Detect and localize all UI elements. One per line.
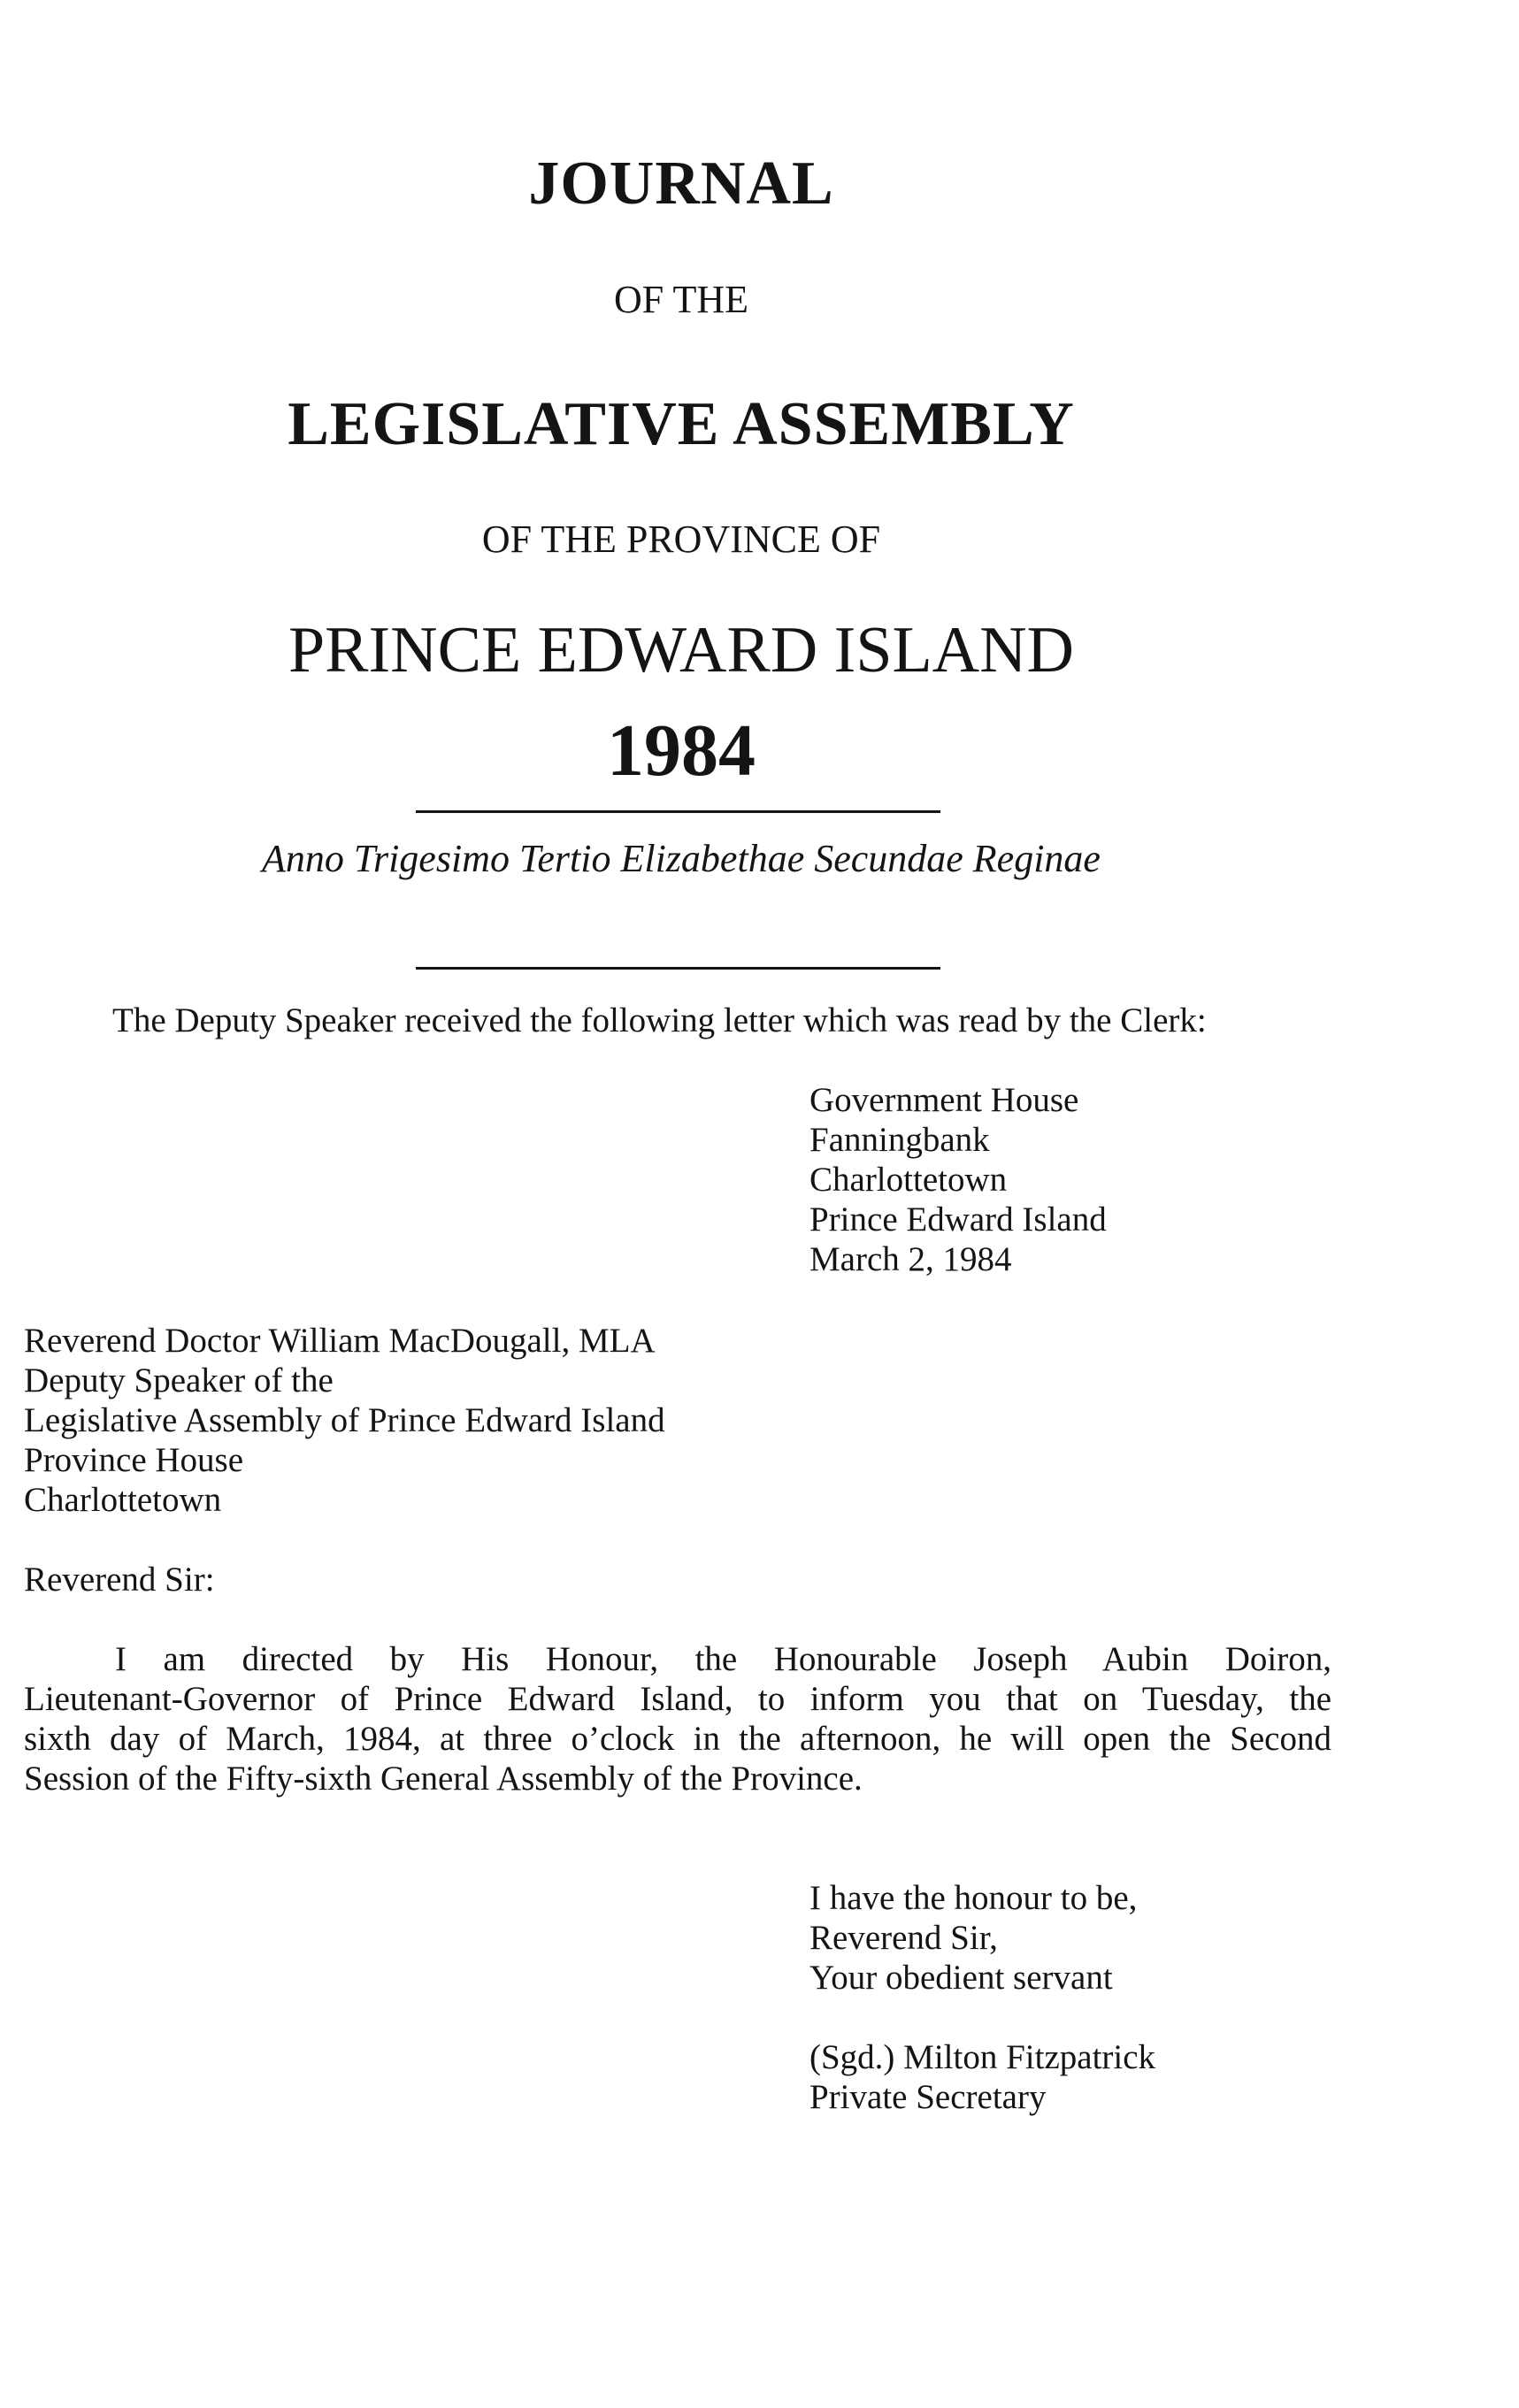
recipient-address-line: Charlottetown (24, 1481, 222, 1519)
signature-block (809, 2037, 1155, 2117)
signatory-name: (Sgd.) Milton Fitzpatrick (809, 2038, 1156, 2076)
salutation: Reverend Sir: (24, 1561, 215, 1599)
intro-sentence: The Deputy Speaker received the following letter which was read by the Clerk: (112, 1001, 1207, 1039)
letter-body-line: sixth day of March, 1984, at three o’clock in the afternoon, he will open the Second (24, 1720, 1331, 1758)
sender-address-line: Fanningbank (809, 1121, 990, 1159)
sender-address (809, 1080, 1107, 1279)
closing-line: Reverend Sir, (809, 1919, 998, 1957)
divider-rule-bottom (416, 967, 940, 970)
journal-year: 1984 (607, 709, 756, 792)
legislative-assembly-heading: LEGISLATIVE ASSEMBLY (288, 390, 1075, 458)
recipient-address-line: Legislative Assembly of Prince Edward Island (24, 1401, 665, 1439)
regnal-year-line: Anno Trigesimo Tertio Elizabethae Secundae Reginae (262, 837, 1101, 880)
closing-line: I have the honour to be, (809, 1879, 1138, 1917)
recipient-address-line: Reverend Doctor William MacDougall, MLA (24, 1322, 656, 1360)
title-of-the: OF THE (614, 278, 748, 321)
signatory-title: Private Secretary (809, 2078, 1047, 2116)
divider-rule-top (416, 810, 940, 813)
letter-body (24, 1639, 1331, 1798)
sender-address-line: Government House (809, 1081, 1079, 1119)
recipient-address-line: Province House (24, 1441, 244, 1479)
sender-address-line: Charlottetown (809, 1161, 1008, 1199)
letter-closing (809, 1878, 1137, 1998)
closing-line: Your obedient servant (809, 1959, 1113, 1997)
recipient-address (24, 1321, 665, 1520)
letter-body-line: I am directed by His Honour, the Honourable Joseph Aubin Doiron, (115, 1640, 1331, 1678)
letter-date: March 2, 1984 (809, 1240, 1012, 1278)
letter-body-line: Session of the Fifty-sixth General Assembly of the Province. (24, 1760, 863, 1798)
recipient-address-line: Deputy Speaker of the (24, 1361, 334, 1400)
title-of-the-province-of: OF THE PROVINCE OF (481, 518, 881, 561)
province-name-heading: PRINCE EDWARD ISLAND (288, 614, 1074, 686)
sender-address-line: Prince Edward Island (809, 1200, 1107, 1239)
journal-title: JOURNAL (528, 150, 834, 218)
letter-body-line: Lieutenant-Governor of Prince Edward Island, to inform you that on Tuesday, the (24, 1680, 1331, 1718)
